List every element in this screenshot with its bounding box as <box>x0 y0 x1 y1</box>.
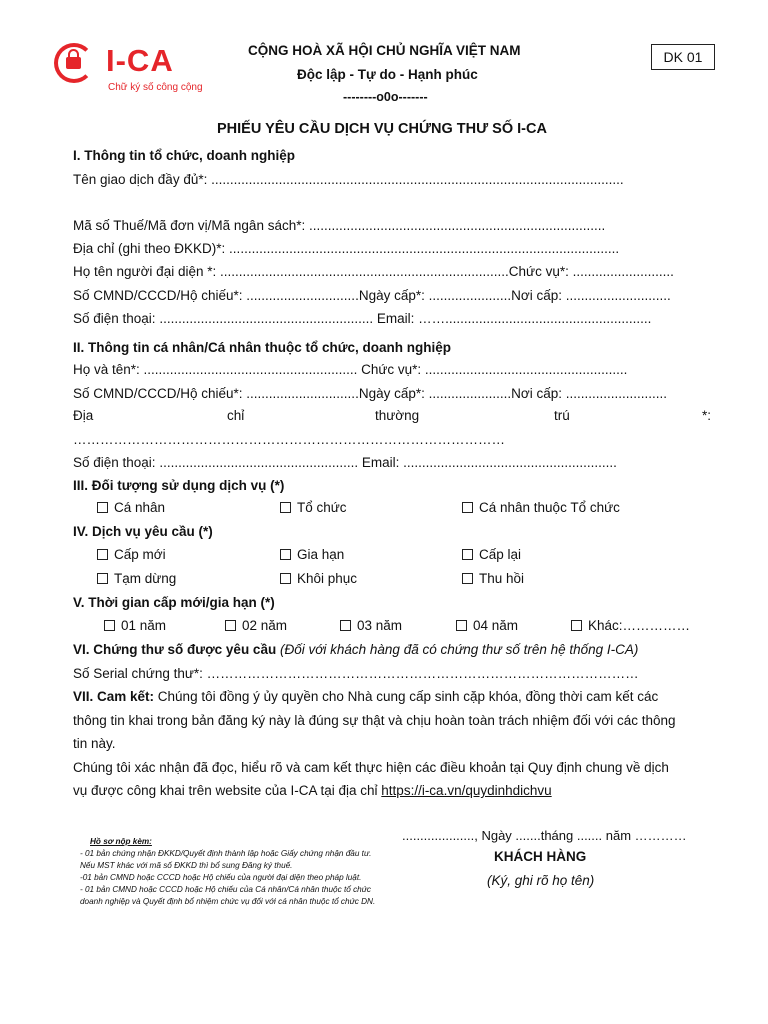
attachment-item: -01 bản CMND hoặc CCCD hoặc Hộ chiếu của người đại diện theo pháp luật. <box>80 873 362 882</box>
checkbox-2-years[interactable]: 02 năm <box>225 618 287 633</box>
checkbox-renew[interactable]: Gia hạn <box>280 547 344 562</box>
org-contact-field[interactable]: Số điện thoại: ......................................................... Email: ……....................................................... <box>73 311 652 326</box>
form-title: PHIẾU YÊU CẦU DỊCH VỤ CHỨNG THƯ SỐ I-CA <box>217 121 547 137</box>
commitment-line-2: thông tin khai trong bản đăng ký này là đúng sự thật và chịu hoàn toàn trách nhiệm đối với các thông <box>73 713 676 728</box>
logo-text: I-CA <box>106 43 174 78</box>
serial-field[interactable]: Số Serial chứng thư*: …………………………………………………………………………………… <box>73 666 639 681</box>
address-label-word: chỉ <box>227 408 245 423</box>
section-6-heading: VI. Chứng thư số được yêu cầu (Đối với khách hàng đã có chứng thư số trên hệ thống I-CA) <box>73 642 639 657</box>
section-3-heading: III. Đối tượng sử dụng dịch vụ (*) <box>73 478 285 493</box>
section-5-heading: V. Thời gian cấp mới/gia hạn (*) <box>73 595 275 610</box>
tax-code-field[interactable]: Mã số Thuế/Mã đơn vị/Mã ngân sách*: ............................................................................... <box>73 218 606 233</box>
representative-field[interactable]: Họ tên người đại diện *: .............................................................................Chức vụ*: ........................... <box>73 264 674 279</box>
customer-label: KHÁCH HÀNG <box>494 849 587 864</box>
org-address-field[interactable]: Địa chỉ (ghi theo ĐKKD)*: ........................................................................................................ <box>73 241 620 256</box>
checkbox-3-years[interactable]: 03 năm <box>340 618 402 633</box>
person-contact-field[interactable]: Số điện thoại: ..................................................... Email: ......................................................... <box>73 455 617 470</box>
form-code: DK 01 <box>651 44 715 70</box>
address-label-word: Địa <box>73 408 94 423</box>
confirm-line-2: vụ được công khai trên website của I-CA tại địa chỉ https://i-ca.vn/quydinhdichvu <box>73 783 552 798</box>
section-2-heading: II. Thông tin cá nhân/Cá nhân thuộc tổ chức, doanh nghiệp <box>73 340 452 355</box>
signature-hint: (Ký, ghi rõ họ tên) <box>487 873 595 888</box>
checkbox-revoke[interactable]: Thu hồi <box>462 571 524 586</box>
address-label-word: *: <box>702 408 712 423</box>
commitment-line-1: VII. Cam kết: Chúng tôi đồng ý ủy quyền cho Nhà cung cấp sinh cặp khóa, đồng thời cam kết các <box>73 689 659 704</box>
confirm-line-1: Chúng tôi xác nhận đã đọc, hiểu rõ và cam kết thực hiện các điều khoản tại Quy định chung về dịch <box>73 760 669 775</box>
person-id-field[interactable]: Số CMND/CCCD/Hộ chiếu*: ..............................Ngày cấp*: ......................Nơi cấp: ........................... <box>73 386 668 401</box>
commitment-line-3: tin này. <box>73 736 116 751</box>
lock-icon <box>66 57 81 69</box>
checkbox-new[interactable]: Cấp mới <box>97 547 166 562</box>
section-1-heading: I. Thông tin tổ chức, doanh nghiệp <box>73 148 295 163</box>
sign-date-field[interactable]: ...................., Ngày .......tháng ....... năm ………… <box>402 828 687 843</box>
attachments-title: Hồ sơ nộp kèm: <box>90 837 152 846</box>
checkbox-individual[interactable]: Cá nhân <box>97 500 165 515</box>
checkbox-1-year[interactable]: 01 năm <box>104 618 166 633</box>
terms-link[interactable]: https://i-ca.vn/quydinhdichvu <box>381 783 552 798</box>
person-name-field[interactable]: Họ và tên*: ......................................................... Chức vụ*: ...................................................... <box>73 362 628 377</box>
attachment-item: - 01 bản chứng nhận ĐKKD/Quyết định thành lập hoặc Giấy chứng nhận đầu tư. Nếu MST khác với mã số ĐKKD thì bổ sung Đăng ký thuế. <box>80 849 372 870</box>
checkbox-restore[interactable]: Khôi phục <box>280 571 357 586</box>
logo-subtitle: Chữ ký số công cộng <box>108 82 203 93</box>
section-4-heading: IV. Dịch vụ yêu cầu (*) <box>73 524 213 539</box>
checkbox-organization[interactable]: Tổ chức <box>280 500 347 515</box>
checkbox-reissue[interactable]: Cấp lại <box>462 547 521 562</box>
attachment-item: - 01 bản CMND hoặc CCCD hoặc Hộ chiếu của Cá nhân/Cá nhân thuộc tổ chức doanh nghiệp và Quyết định bổ nhiệm chức vụ đối với cá nhân thuộc tổ chức DN. <box>80 885 376 906</box>
address-label-word: thường <box>375 408 420 423</box>
person-address-field[interactable]: …………………………………………………………………………………… <box>73 432 505 447</box>
motto: Độc lập - Tự do - Hạnh phúc <box>297 67 478 82</box>
attachments-notes <box>80 836 386 908</box>
nation-title: CỘNG HOÀ XÃ HỘI CHỦ NGHĨA VIỆT NAM <box>248 43 521 58</box>
checkbox-individual-of-org[interactable]: Cá nhân thuộc Tổ chức <box>462 500 620 515</box>
address-label-word: trú <box>554 408 570 423</box>
org-name-field[interactable]: Tên giao dịch đầy đủ*: .............................................................................................................. <box>73 172 624 187</box>
checkbox-other[interactable]: Khác:…………… <box>571 618 690 633</box>
separator: --------o0o------- <box>343 90 428 104</box>
rep-id-field[interactable]: Số CMND/CCCD/Hộ chiếu*: ..............................Ngày cấp*: ......................Nơi cấp: ............................ <box>73 288 671 303</box>
checkbox-suspend[interactable]: Tạm dừng <box>97 571 176 586</box>
checkbox-4-years[interactable]: 04 năm <box>456 618 518 633</box>
ica-logo <box>52 40 212 100</box>
